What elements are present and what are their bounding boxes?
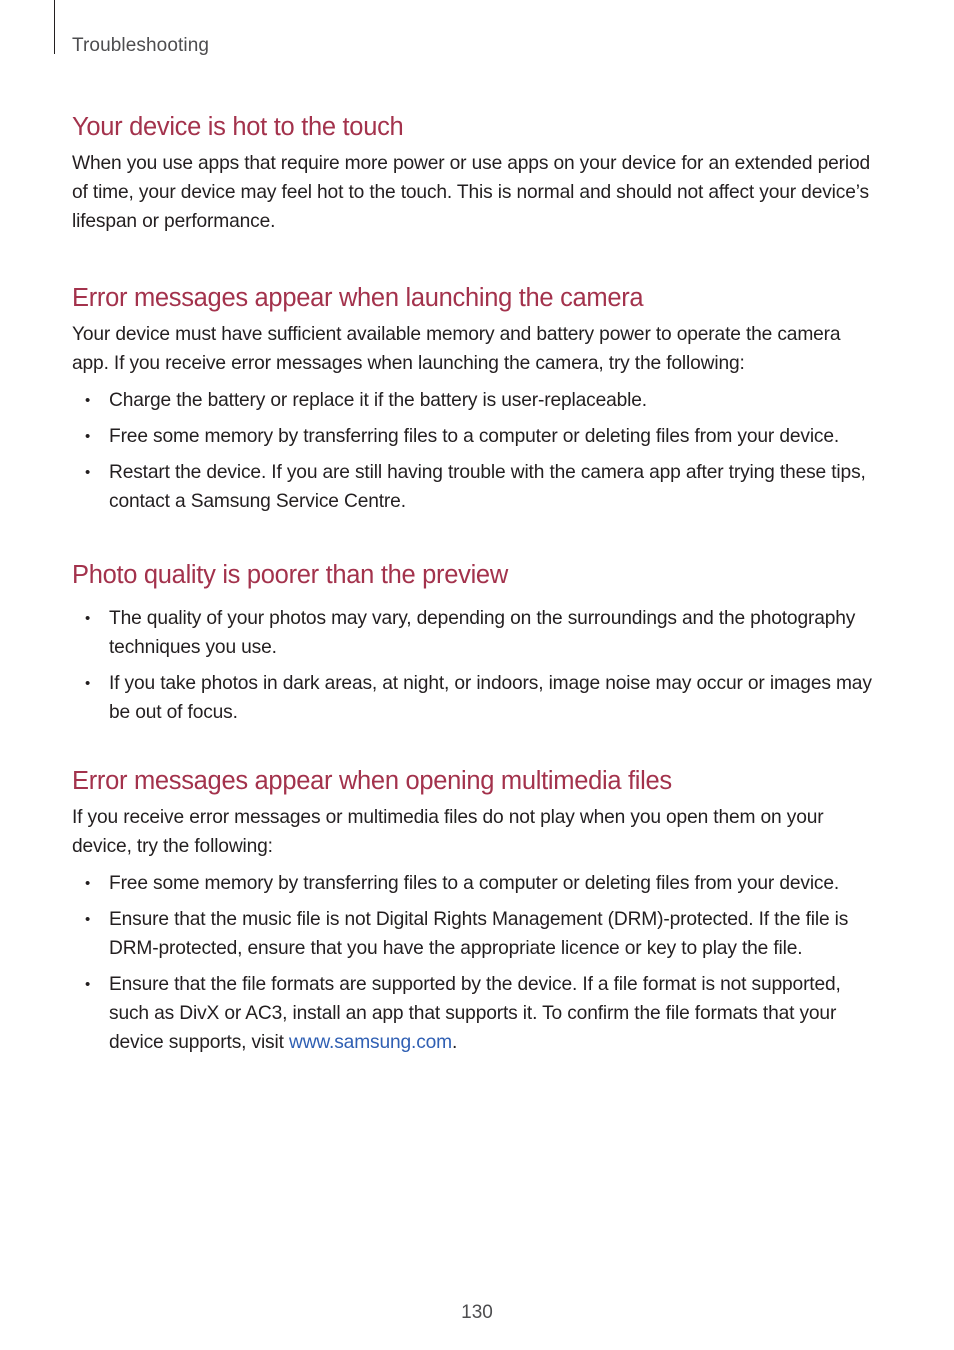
- section-photo-quality: [72, 556, 882, 762]
- bullet-list: [72, 386, 882, 516]
- section-heading: Error messages appear when opening multimedia files: [72, 767, 672, 795]
- list-item: [72, 386, 882, 415]
- list-item-text: Ensure that the music file is not Digital Rights Management (DRM)-protected. If the file is DRM-protected, ensure that you have the appropriate licence or key to play the file.: [109, 909, 849, 959]
- section-heading: Photo quality is poorer than the preview: [72, 561, 508, 589]
- margin-rule: [54, 0, 55, 54]
- list-item-text: Restart the device. If you are still having trouble with the camera app after trying these tips, contact a Samsung Service Centre.: [109, 462, 866, 512]
- list-item: [72, 869, 882, 898]
- bullet-icon: •: [85, 875, 91, 892]
- running-header: Troubleshooting: [72, 35, 210, 56]
- list-item-text: Free some memory by transferring files to a computer or deleting files from your device.: [109, 426, 840, 447]
- page-content: [72, 108, 882, 1064]
- list-item-text-before-link: Ensure that the file formats are supported by the device. If a file format is not supported, such as DivX or AC3, install an app that supports it. To confirm the file formats that your device supports, visit: [109, 974, 841, 1053]
- section-camera-errors: [72, 279, 882, 556]
- section-heading: Your device is hot to the touch: [72, 113, 404, 141]
- list-item-text: [109, 974, 841, 1053]
- section-multimedia-errors: [72, 762, 882, 1057]
- list-item-text-after-link: .: [452, 1032, 458, 1053]
- list-item-text: Free some memory by transferring files to a computer or deleting files from your device.: [109, 873, 840, 894]
- section-device-hot: [72, 108, 882, 279]
- bullet-list: [72, 604, 882, 727]
- list-item-text: Charge the battery or replace it if the battery is user-replaceable.: [109, 390, 647, 411]
- bullet-icon: •: [85, 428, 91, 445]
- list-item: [72, 970, 882, 1057]
- list-item-text: The quality of your photos may vary, depending on the surroundings and the photography techniques you use.: [109, 608, 856, 658]
- list-item: [72, 604, 882, 662]
- bullet-icon: •: [85, 610, 91, 627]
- page-number: 130: [461, 1302, 493, 1323]
- bullet-icon: •: [85, 464, 91, 481]
- bullet-icon: •: [85, 976, 91, 993]
- section-heading: Error messages appear when launching the camera: [72, 284, 644, 312]
- samsung-website-link[interactable]: www.samsung.com: [288, 1032, 453, 1053]
- section-paragraph: Your device must have sufficient available memory and battery power to operate the camera app. If you receive error messages when launching the camera, try the following:: [72, 324, 841, 374]
- list-item: [72, 422, 882, 451]
- list-item-text: If you take photos in dark areas, at night, or indoors, image noise may occur or images may be out of focus.: [109, 673, 872, 723]
- bullet-list: [72, 869, 882, 1057]
- list-item: [72, 458, 882, 516]
- bullet-icon: •: [85, 675, 91, 692]
- list-item: [72, 669, 882, 727]
- list-item: [72, 905, 882, 963]
- section-paragraph: If you receive error messages or multimedia files do not play when you open them on your device, try the following:: [72, 807, 824, 857]
- bullet-icon: •: [85, 392, 91, 409]
- bullet-icon: •: [85, 911, 91, 928]
- section-paragraph: When you use apps that require more power or use apps on your device for an extended period of time, your device may feel hot to the touch. This is normal and should not affect your device’s lifespan or performance.: [72, 153, 871, 232]
